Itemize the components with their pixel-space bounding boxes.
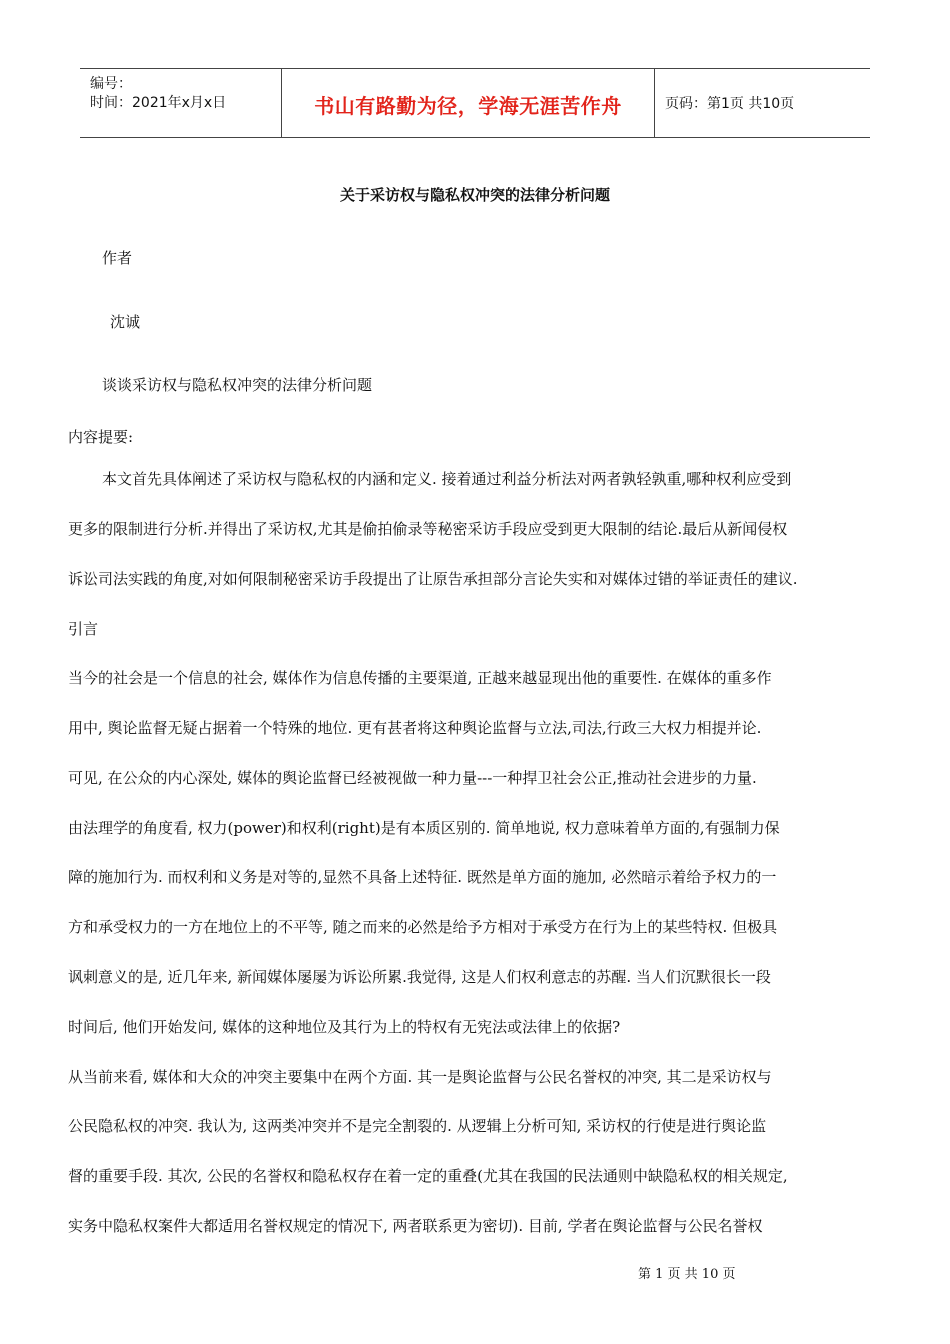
page-footer: 第 1 页 共 10 页 [638, 1267, 736, 1282]
header-motto-cell [281, 69, 655, 137]
author-name: 沈诚 [110, 313, 141, 331]
intro-heading: 引言 [68, 620, 99, 638]
body-line: 用中, 舆论监督无疑占据着一个特殊的地位. 更有甚者将这种舆论监督与立法,司法,行政三大权力相提并论. [68, 719, 762, 737]
abstract-label: 内容提要: [68, 428, 134, 446]
body-line: 督的重要手段. 其次, 公民的名誉权和隐私权存在着一定的重叠(尤其在我国的民法通则中缺隐私权的相关规定, [68, 1167, 788, 1185]
body-line: 讽刺意义的是, 近几年来, 新闻媒体屡屡为诉讼所累.我觉得, 这是人们权利意志的苏醒. 当人们沉默很长一段 [68, 968, 771, 986]
document-date: 时间：2021年x月x日 [90, 95, 227, 111]
body-line: 当今的社会是一个信息的社会, 媒体作为信息传播的主要渠道, 正越来越显现出他的重要性. 在媒体的重多作 [68, 669, 772, 687]
body-line: 从当前来看, 媒体和大众的冲突主要集中在两个方面. 其一是舆论监督与公民名誉权的冲突, 其二是采访权与 [68, 1068, 772, 1086]
document-number-label: 编号： [90, 76, 132, 92]
header-page-cell [654, 69, 870, 137]
body-line: 方和承受权力的一方在地位上的不平等, 随之而来的必然是给予方相对于承受方在行为上的某些特权. 但极具 [68, 918, 778, 936]
header-motto: 书山有路勤为径，学海无涯苦作舟 [314, 94, 622, 118]
body-line: 实务中隐私权案件大都适用名誉权规定的情况下, 两者联系更为密切). 目前, 学者在舆论监督与公民名誉权 [68, 1217, 763, 1235]
abstract-line: 本文首先具体阐述了采访权与隐私权的内涵和定义. 接着通过利益分析法对两者孰轻孰重,哪种权利应受到 [102, 470, 792, 488]
document-header [80, 68, 870, 138]
body-line: 由法理学的角度看, 权力(power)和权利(right)是有本质区别的. 简单地说, 权力意味着单方面的,有强制力保 [68, 819, 780, 837]
header-info-cell [80, 69, 280, 137]
body-line: 公民隐私权的冲突. 我认为, 这两类冲突并不是完全割裂的. 从逻辑上分析可知, 采访权的行使是进行舆论监 [68, 1117, 767, 1135]
document-title: 关于采访权与隐私权冲突的法律分析问题 [339, 186, 610, 204]
abstract-line: 更多的限制进行分析.并得出了采访权,尤其是偷拍偷录等秘密采访手段应受到更大限制的结论.最后从新闻侵权 [68, 520, 788, 538]
author-label: 作者 [102, 249, 133, 267]
header-page-info: 页码：第1页 共10页 [665, 96, 795, 112]
body-line: 障的施加行为. 而权利和义务是对等的,显然不具备上述特征. 既然是单方面的施加, 必然暗示着给予权力的一 [68, 868, 777, 886]
body-line: 时间后, 他们开始发问, 媒体的这种地位及其行为上的特权有无宪法或法律上的依据? [68, 1018, 621, 1036]
body-line: 可见, 在公众的内心深处, 媒体的舆论监督已经被视做一种力量---一种捍卫社会公正,推动社会进步的力量. [68, 769, 757, 787]
subtitle: 谈谈采访权与隐私权冲突的法律分析问题 [102, 376, 373, 394]
abstract-line: 诉讼司法实践的角度,对如何限制秘密采访手段提出了让原告承担部分言论失实和对媒体过错的举证责任的建议. [68, 570, 798, 588]
